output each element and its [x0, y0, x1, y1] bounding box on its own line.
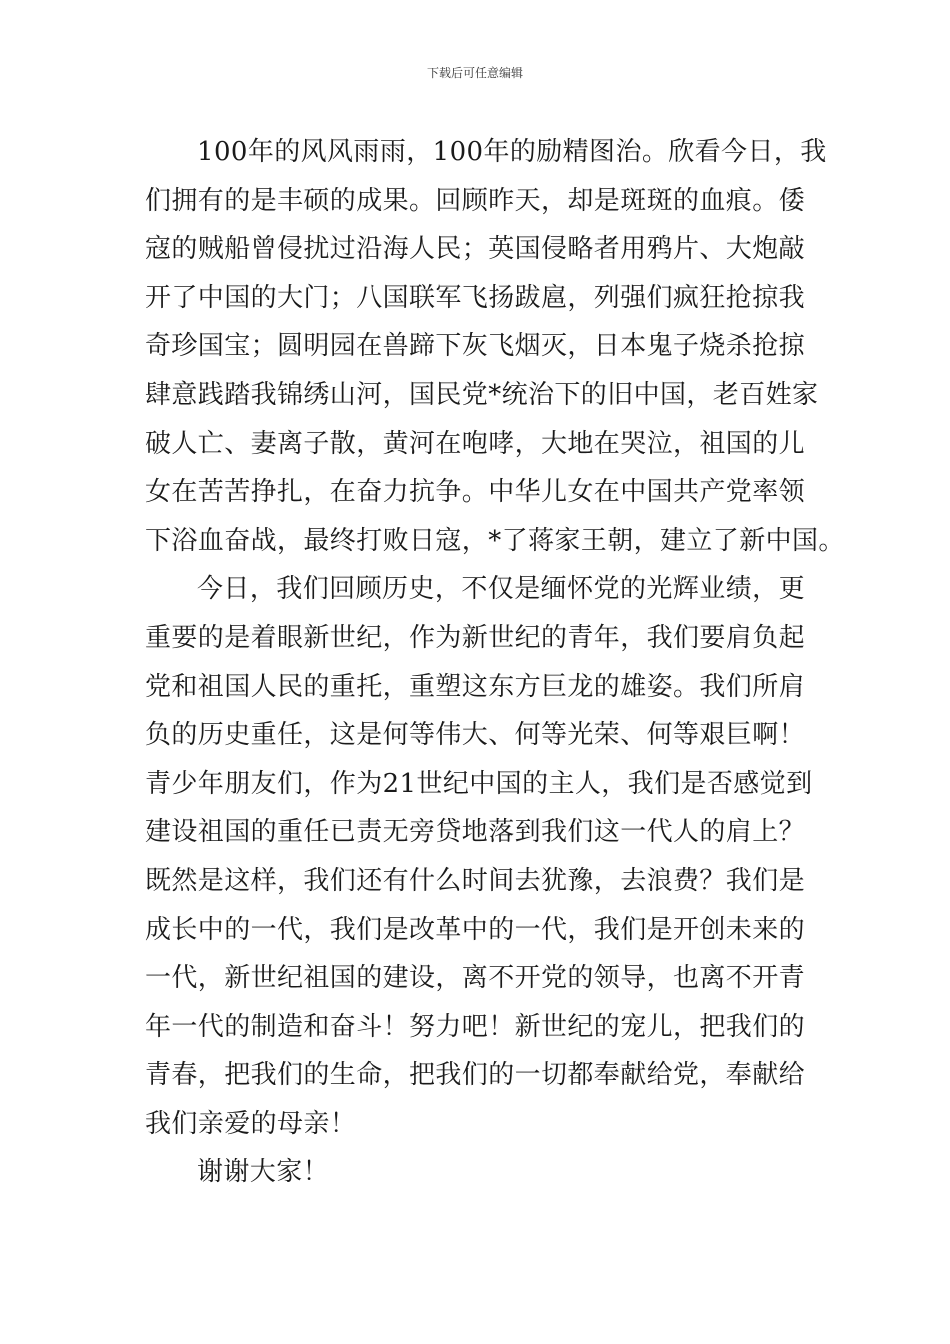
document-body — [145, 128, 845, 1197]
page-header: 下载后可任意编辑 — [426, 66, 523, 80]
paragraph-line: 青春，把我们的生命，把我们的一切都奉献给党，奉献给 — [145, 1060, 806, 1091]
paragraph-line: 奇珍国宝；圆明园在兽蹄下灰飞烟灭，日本鬼子烧杀抢掠 — [145, 331, 806, 362]
paragraph-line: 女在苦苦挣扎，在奋力抗争。中华儿女在中国共产党率领 — [145, 477, 806, 508]
paragraph-line: 负的历史重任，这是何等伟大、何等光荣、何等艰巨啊！ — [145, 720, 806, 751]
paragraph-line: 党和祖国人民的重托，重塑这东方巨龙的雄姿。我们所肩 — [145, 671, 806, 702]
paragraph-line: 开了中国的大门；八国联军飞扬跋扈，列强们疯狂抢掠我 — [145, 282, 806, 313]
paragraph-line: 们拥有的是丰硕的成果。回顾昨天，却是斑斑的血痕。倭 — [145, 185, 806, 216]
paragraph-1 — [145, 128, 845, 565]
paragraph-line: 今日，我们回顾历史，不仅是缅怀党的光辉业绩，更 — [197, 574, 805, 605]
paragraph-line: 建设祖国的重任已责无旁贷地落到我们这一代人的肩上？ — [145, 817, 806, 848]
paragraph-line: 下浴血奋战，最终打败日寇，*了蒋家王朝，建立了新中国。 — [145, 525, 845, 556]
paragraph-line: 重要的是着眼新世纪，作为新世纪的青年，我们要肩负起 — [145, 622, 806, 653]
paragraph-line: 寇的贼船曾侵扰过沿海人民；英国侵略者用鸦片、大炮敲 — [145, 234, 806, 265]
paragraph-line: 一代，新世纪祖国的建设，离不开党的领导，也离不开青 — [145, 963, 806, 994]
paragraph-3 — [145, 1148, 805, 1197]
paragraph-line: 成长中的一代，我们是改革中的一代，我们是开创未来的 — [145, 914, 806, 945]
paragraph-line: 既然是这样，我们还有什么时间去犹豫，去浪费？我们是 — [145, 865, 806, 896]
paragraph-line: 青少年朋友们，作为21世纪中国的主人，我们是否感觉到 — [145, 768, 813, 799]
paragraph-line: 我们亲爱的母亲！ — [145, 1108, 357, 1139]
paragraph-line: 谢谢大家！ — [197, 1157, 330, 1188]
paragraph-2 — [145, 565, 813, 1148]
paragraph-line: 100年的风风雨雨，100年的励精图治。欣看今日，我 — [197, 137, 827, 167]
paragraph-line: 肆意践踏我锦绣山河，国民党*统治下的旧中国，老百姓家 — [145, 379, 819, 410]
paragraph-line: 破人亡、妻离子散，黄河在咆哮，大地在哭泣，祖国的儿 — [145, 428, 806, 459]
paragraph-line: 年一代的制造和奋斗！努力吧！新世纪的宠儿，把我们的 — [145, 1011, 806, 1042]
